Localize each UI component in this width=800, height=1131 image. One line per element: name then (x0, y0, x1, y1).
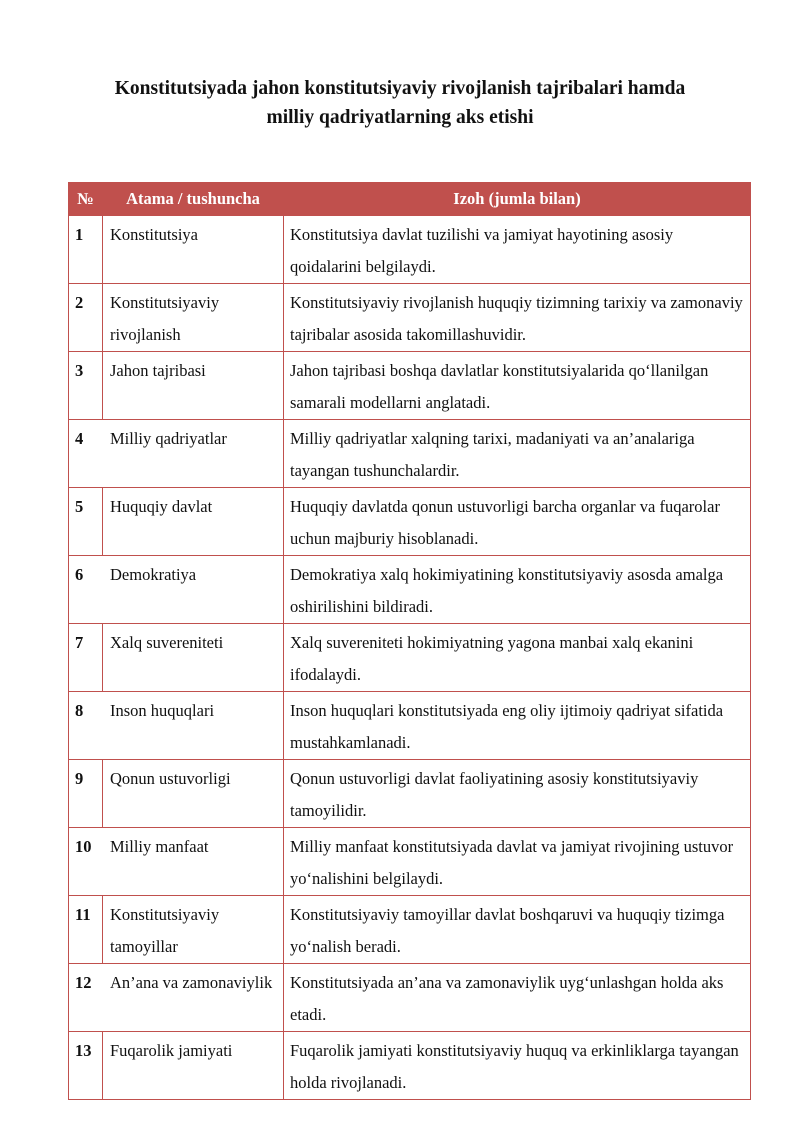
row-term: Fuqarolik jamiyati (103, 1032, 284, 1100)
row-description: Konstitutsiyaviy tamoyillar davlat boshqaruvi va huquqiy tizimga yo‘nalish beradi. (284, 896, 751, 964)
row-description: Milliy manfaat konstitutsiyada davlat va jamiyat rivojining ustuvor yo‘nalishini belgilaydi. (284, 828, 751, 896)
row-term: Inson huquqlari (103, 692, 284, 760)
table-row (69, 828, 751, 896)
row-term: Demokratiya (103, 556, 284, 624)
page-title (0, 74, 800, 132)
row-number: 10 (69, 828, 103, 896)
terms-table (68, 182, 751, 1100)
row-number: 7 (69, 624, 103, 692)
row-term: Milliy manfaat (103, 828, 284, 896)
row-number: 5 (69, 488, 103, 556)
header-number: № (69, 183, 103, 216)
row-number: 4 (69, 420, 103, 488)
table-row (69, 1032, 751, 1100)
table-header-row (69, 183, 751, 216)
header-description: Izoh (jumla bilan) (284, 183, 751, 216)
row-number: 2 (69, 284, 103, 352)
row-number: 1 (69, 216, 103, 284)
row-number: 3 (69, 352, 103, 420)
header-term: Atama / tushuncha (103, 183, 284, 216)
row-number: 9 (69, 760, 103, 828)
row-description: Demokratiya xalq hokimiyatining konstitutsiyaviy asosda amalga oshirilishini bildiradi. (284, 556, 751, 624)
row-term: Jahon tajribasi (103, 352, 284, 420)
row-description: Jahon tajribasi boshqa davlatlar konstitutsiyalarida qo‘llanilgan samarali modellarni anglatadi. (284, 352, 751, 420)
row-term: Konstitutsiyaviy tamoyillar (103, 896, 284, 964)
row-term: An’ana va zamonaviylik (103, 964, 284, 1032)
row-term: Konstitutsiyaviy rivojlanish (103, 284, 284, 352)
row-number: 13 (69, 1032, 103, 1100)
row-description: Konstitutsiyada an’ana va zamonaviylik uyg‘unlashgan holda aks etadi. (284, 964, 751, 1032)
table-row (69, 420, 751, 488)
row-description: Konstitutsiyaviy rivojlanish huquqiy tizimning tarixiy va zamonaviy tajribalar asosida takomillashuvidir. (284, 284, 751, 352)
table-row (69, 556, 751, 624)
row-description: Fuqarolik jamiyati konstitutsiyaviy huquq va erkinliklarga tayangan holda rivojlanadi. (284, 1032, 751, 1100)
table-row (69, 488, 751, 556)
row-term: Qonun ustuvorligi (103, 760, 284, 828)
table-row (69, 896, 751, 964)
table-row (69, 692, 751, 760)
row-description: Milliy qadriyatlar xalqning tarixi, madaniyati va an’analariga tayangan tushunchalardir. (284, 420, 751, 488)
table-row (69, 352, 751, 420)
table-row (69, 964, 751, 1032)
row-term: Xalq suvereniteti (103, 624, 284, 692)
row-term: Huquqiy davlat (103, 488, 284, 556)
row-description: Xalq suvereniteti hokimiyatning yagona manbai xalq ekanini ifodalaydi. (284, 624, 751, 692)
row-number: 11 (69, 896, 103, 964)
row-number: 6 (69, 556, 103, 624)
row-number: 12 (69, 964, 103, 1032)
table-row (69, 284, 751, 352)
table-row (69, 760, 751, 828)
row-term: Konstitutsiya (103, 216, 284, 284)
table-row (69, 624, 751, 692)
table-row (69, 216, 751, 284)
row-number: 8 (69, 692, 103, 760)
page-title-line-2: milliy qadriyatlarning aks etishi (266, 107, 534, 128)
row-term: Milliy qadriyatlar (103, 420, 284, 488)
row-description: Huquqiy davlatda qonun ustuvorligi barcha organlar va fuqarolar uchun majburiy hisoblanadi. (284, 488, 751, 556)
row-description: Qonun ustuvorligi davlat faoliyatining asosiy konstitutsiyaviy tamoyilidir. (284, 760, 751, 828)
row-description: Inson huquqlari konstitutsiyada eng oliy ijtimoiy qadriyat sifatida mustahkamlanadi. (284, 692, 751, 760)
page-title-line-1: Konstitutsiyada jahon konstitutsiyaviy rivojlanish tajribalari hamda (114, 78, 686, 99)
row-description: Konstitutsiya davlat tuzilishi va jamiyat hayotining asosiy qoidalarini belgilaydi. (284, 216, 751, 284)
